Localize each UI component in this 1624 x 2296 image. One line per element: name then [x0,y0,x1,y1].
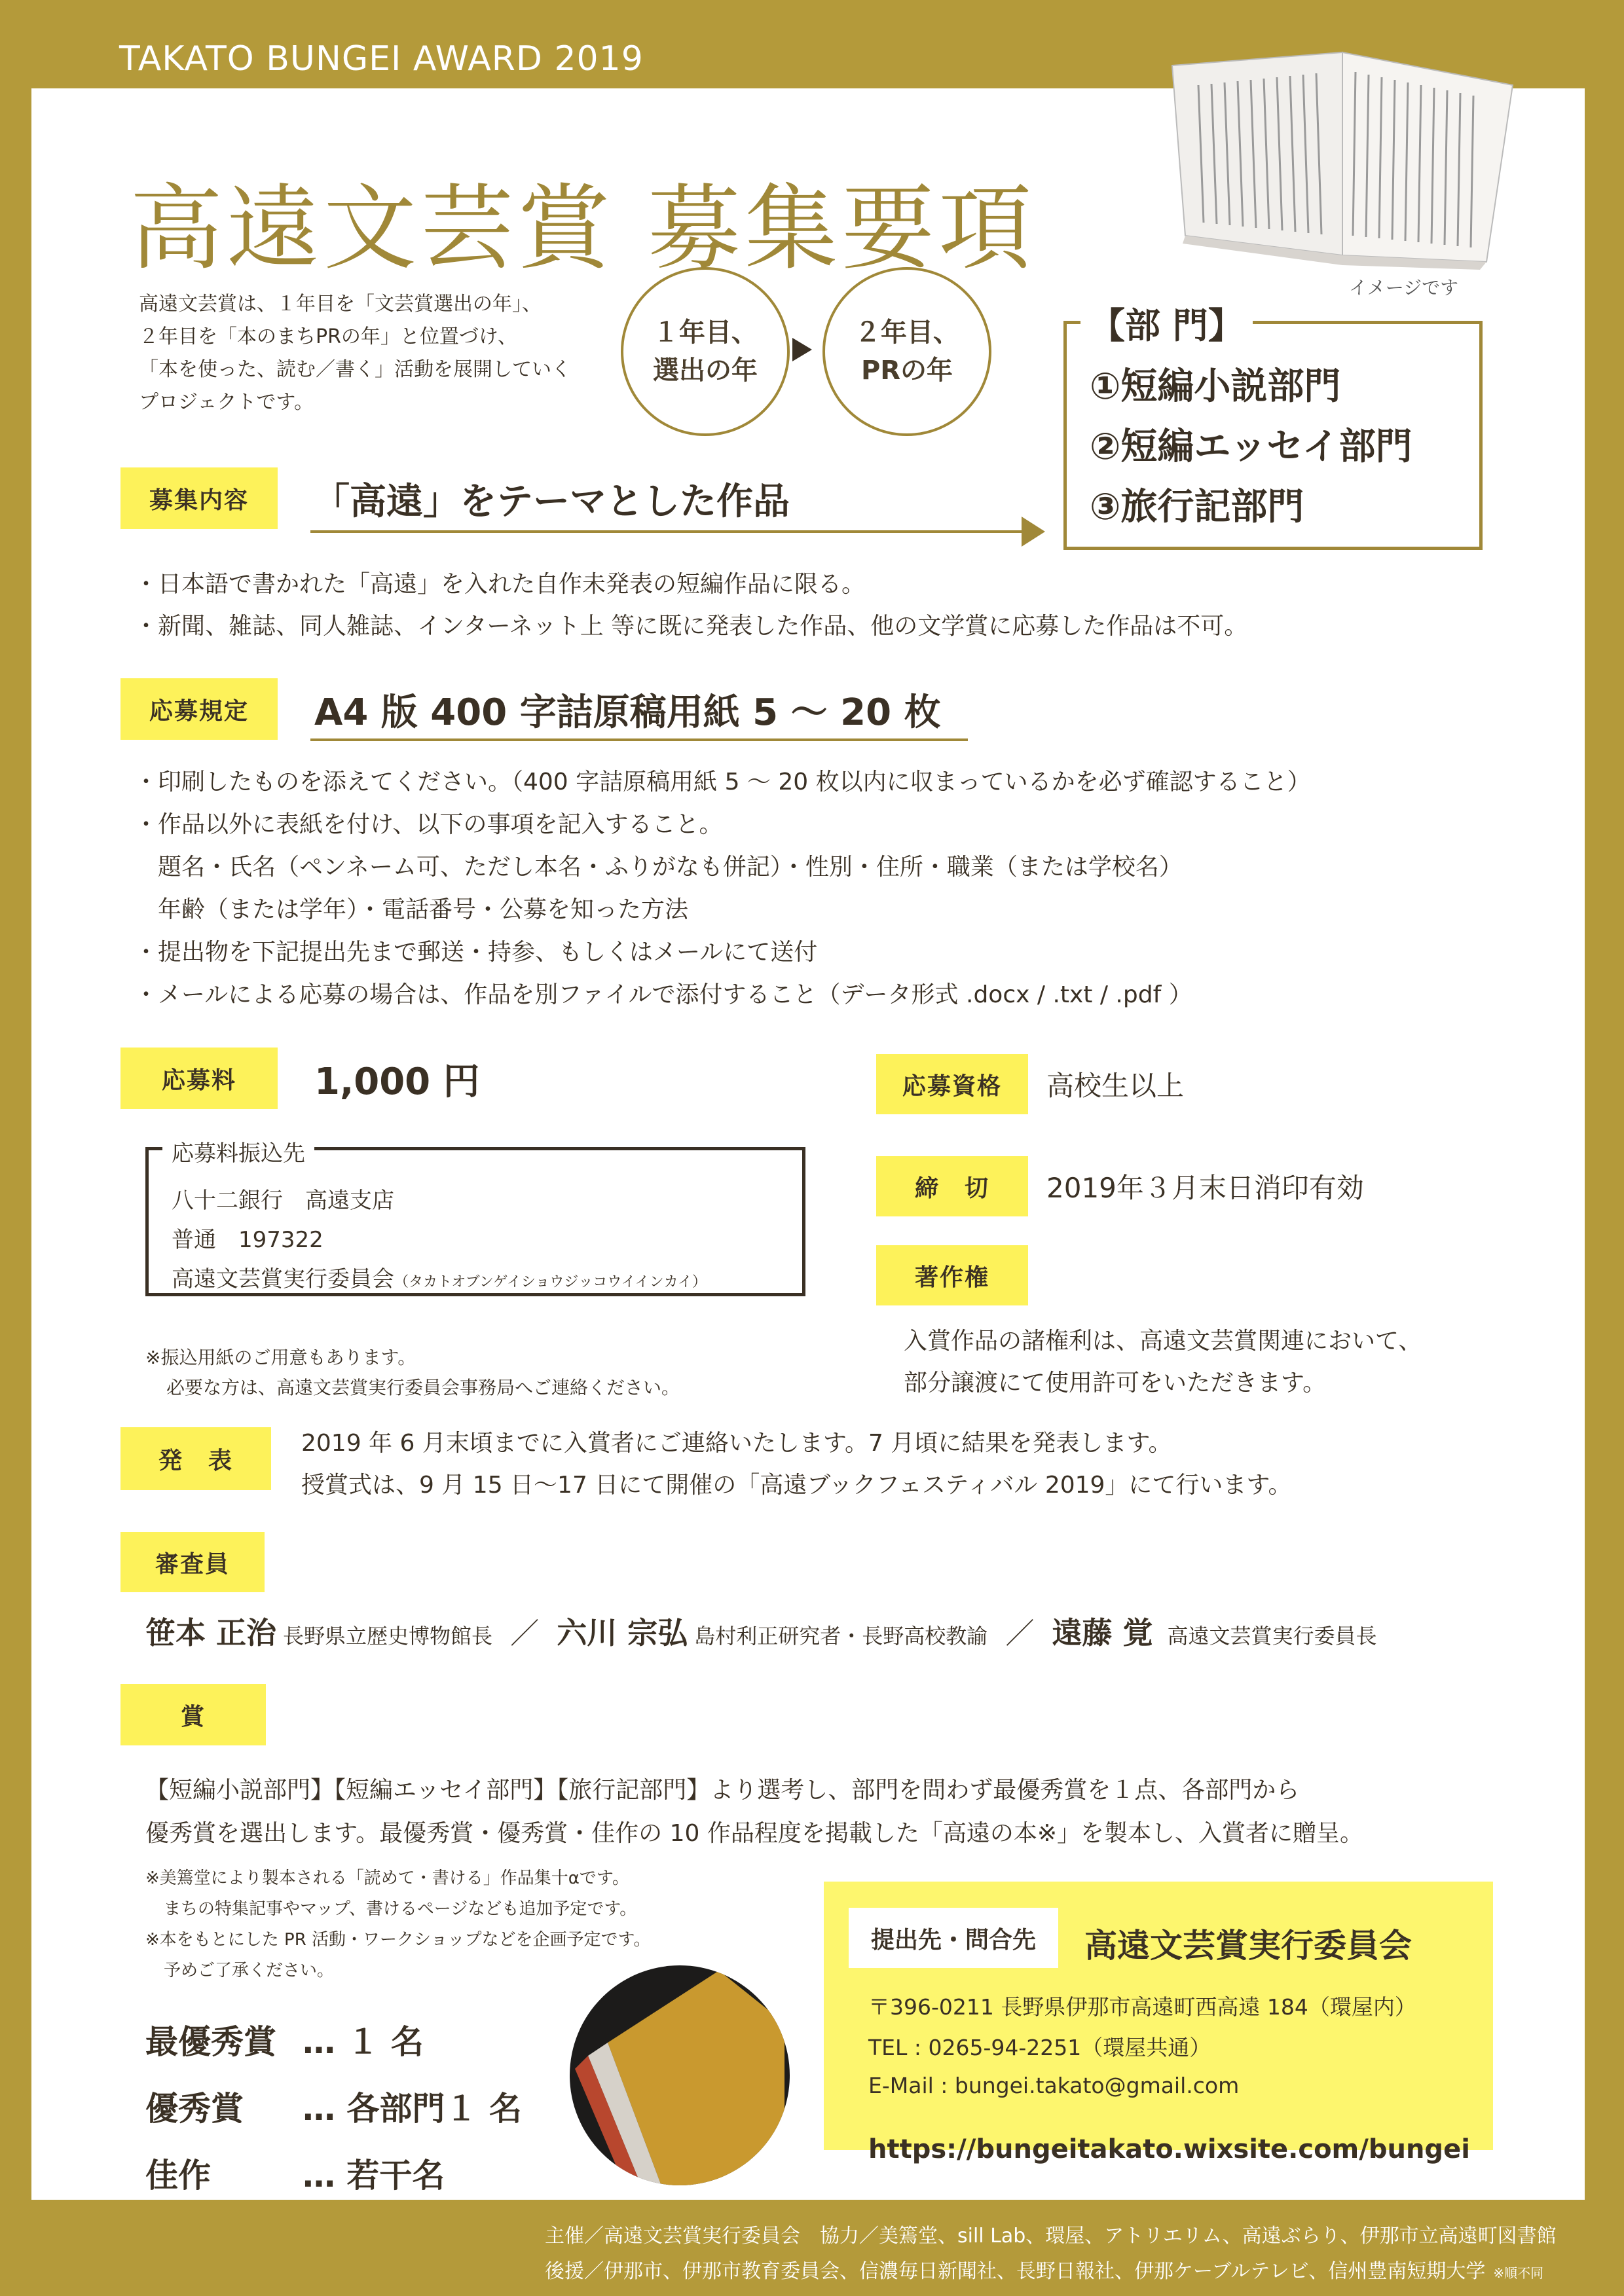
copyright-line-1: 入賞作品の諸権利は、高遠文芸賞関連において、 [904,1328,1422,1355]
copyright-tag: 著作権 [876,1245,1028,1305]
contact-org: 高遠文芸賞実行委員会 [1084,1927,1412,1965]
prize-line-1: 【短編小説部門】【短編エッセイ部門】【旅行記部門】より選考し、部門を問わず最優秀賞を１点、各部門から [145,1777,1300,1804]
judges-tag: 審査員 [120,1532,265,1592]
award-header: TAKATO BUNGEI AWARD 2019 [119,39,644,79]
divisions-heading: 【部 門】 [1080,298,1253,348]
award-list: 最優秀賞 … １ 名 優秀賞 … 各部門１ 名 佳作 … 若干名 [145,2023,522,2195]
kitei-bullet-6: ・メールによる応募の場合は、作品を別ファイルで添付すること（データ形式 .docx / .txt / .pdf ） [134,981,1192,1008]
kitei-bullet-3: 題名・氏名（ペンネーム可、ただし本名・ふりがなも併記）・性別・住所・職業（または学校名） [134,854,1183,881]
kitei-bullet-5: ・提出物を下記提出先まで郵送・持参、もしくはメールにて送付 [134,939,818,966]
arrow-head-icon [1022,517,1045,547]
fee-tag: 応募料 [120,1048,278,1109]
eligibility-value: 高校生以上 [1046,1070,1185,1102]
contact-tel: TEL : 0265-94-2251（環屋共通） [868,2035,1211,2060]
contact-url[interactable]: https://bungeitakato.wixsite.com/bungei [868,2134,1470,2164]
fee-value: 1,000 円 [314,1061,480,1103]
open-book-image [1159,39,1526,275]
transfer-heading: 応募料振込先 [162,1135,314,1167]
eligibility-tag: 応募資格 [876,1054,1028,1114]
footer-line-1: 主催／高遠文芸賞実行委員会 協力／美篶堂、sill Lab、環屋、アトリエリム、高遠ぶらり、伊那市立高遠町図書館 [545,2225,1557,2248]
arrow-right-icon [792,338,812,361]
copyright-line-2: 部分譲渡にて使用許可をいただきます。 [904,1370,1327,1396]
kitei-bullet-1: ・印刷したものを添えてください。（400 字詰原稿用紙 5 ～ 20 枚以内に収まっているかを必ず確認すること） [134,769,1311,795]
judge-role: 高遠文芸賞実行委員長 [1167,1624,1377,1649]
judges-line: 笹本 正治 長野県立歴史博物館長 ／ 六川 宗弘 島村利正研究者・長野高校教諭 ／ 遠藤 覚 高遠文芸賞実行委員長 [145,1615,1377,1650]
judge-name: 六川 宗弘 [557,1615,688,1650]
judge-role: 島村利正研究者・長野高校教諭 [694,1624,988,1649]
transfer-bank: 八十二銀行 高遠支店 [172,1188,394,1214]
boshu-underline [310,530,1023,533]
kitei-lead: A4 版 400 字詰原稿用紙 5 ～ 20 枚 [314,691,941,734]
kitei-bullet-2: ・作品以外に表紙を付け、以下の事項を記入すること。 [134,811,723,838]
footer-line-2: 後援／伊那市、伊那市教育委員会、信濃毎日新聞社、長野日報社、伊那ケーブルテレビ、信州豊南短期大学 ※順不同 [545,2260,1544,2283]
book-photo-image [568,1964,791,2187]
prize-tag: 賞 [120,1684,266,1745]
divisions-list: ①短編小説部門 ②短編エッセイ部門 ③旅行記部門 [1090,365,1412,528]
boshu-tag: 募集内容 [120,467,278,529]
prize-line-2: 優秀賞を選出します。最優秀賞・優秀賞・佳作の 10 作品程度を掲載した「高遠の本※」を製本し、入賞者に贈呈。 [145,1820,1363,1847]
kitei-bullet-4: 年齢（または学年）・電話番号・公募を知った方法 [134,896,689,923]
contact-tag: 提出先・問合先 [849,1908,1058,1968]
kitei-tag: 応募規定 [120,678,278,740]
judge-name: 笹本 正治 [145,1615,277,1650]
transfer-note-1: ※振込用紙のご用意もあります。 [145,1347,416,1368]
deadline-value: 2019年３月末日消印有効 [1046,1172,1364,1204]
kitei-underline [310,738,968,741]
transfer-account: 普通 197322 [172,1227,323,1253]
contact-address: 〒396-0211 長野県伊那市高遠町西高遠 184（環屋内） [868,1994,1416,2020]
contact-email[interactable]: E-Mail : bungei.takato@gmail.com [868,2073,1240,2098]
announce-line-1: 2019 年 6 月末頃までに入賞者にご連絡いたします。7 月頃に結果を発表します。 [301,1430,1172,1457]
judge-role: 長野県立歴史博物館長 [283,1624,493,1649]
intro-text: 高遠文芸賞は、１年目を「文芸賞選出の年」、 ２年目を「本のまちPRの年」と位置づけ、 「本を使った、読む／書く」活動を展開していく プロジェクトです。 [139,293,571,414]
announce-tag: 発 表 [120,1427,271,1490]
boshu-bullet-1: ・日本語で書かれた「高遠」を入れた自作未発表の短編作品に限る。 [134,571,866,598]
boshu-lead: 「高遠」をテーマとした作品 [313,481,790,523]
deadline-tag: 締 切 [876,1156,1028,1216]
boshu-bullet-2: ・新聞、雑誌、同人雑誌、インターネット上 等に既に発表した作品、他の文学賞に応募した作品は不可。 [134,613,1248,640]
announce-line-2: 授賞式は、9 月 15 日～17 日にて開催の「高遠ブックフェスティバル 2019」にて行います。 [301,1472,1292,1499]
image-caption: イメージです [1349,277,1459,299]
judge-name: 遠藤 覚 [1052,1615,1153,1650]
prize-notes: ※美篶堂により製本される「読めて・書ける」作品集十αです。 まちの特集記事やマップ、書けるページなども追加予定です。 ※本をもとにした PR 活動・ワークショップなどを企画予定です。 予めご了承ください。 [145,1868,651,1980]
page-title: 高遠文芸賞 募集要項 [130,175,1036,283]
year-1-circle: １年目、 選出の年 [621,267,790,436]
year-2-circle: ２年目、 PRの年 [822,267,991,436]
transfer-note-2: 必要な方は、高遠文芸賞実行委員会事務局へご連絡ください。 [166,1377,680,1398]
transfer-holder: 高遠文芸賞実行委員会（タカトオブンゲイショウジッコウイインカイ） [172,1266,707,1292]
